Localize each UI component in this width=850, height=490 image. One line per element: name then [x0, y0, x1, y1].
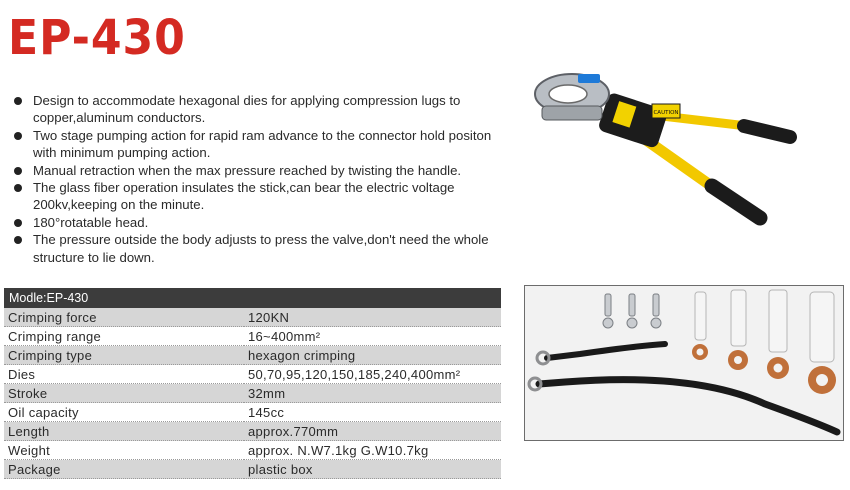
feature-text: The glass fiber operation insulates the stick,can bear the electric voltage 200kv,keeping on the minute. — [33, 180, 455, 213]
spec-value: plastic box — [244, 460, 501, 479]
feature-item — [14, 127, 494, 162]
product-title: EP-430 — [8, 10, 186, 66]
table-row — [4, 327, 501, 346]
spec-value: 32mm — [244, 384, 501, 403]
table-row — [4, 384, 501, 403]
feature-list — [14, 92, 494, 266]
crimping-tool-image — [522, 60, 822, 260]
spec-key: Weight — [4, 441, 244, 460]
bullet-icon — [14, 219, 22, 227]
spec-key: Oil capacity — [4, 403, 244, 422]
table-row — [4, 460, 501, 479]
table-row — [4, 365, 501, 384]
short-cable — [547, 344, 665, 358]
table-row — [4, 422, 501, 441]
bullet-icon — [14, 97, 22, 105]
spec-value: approx. N.W7.1kg G.W10.7kg — [244, 441, 501, 460]
table-row — [4, 403, 501, 422]
spec-key: Package — [4, 460, 244, 479]
bullet-icon — [14, 236, 22, 244]
feature-item — [14, 231, 494, 266]
spec-value: 120KN — [244, 308, 501, 327]
spec-key: Crimping range — [4, 327, 244, 346]
feature-text: Manual retraction when the max pressure reached by twisting the handle. — [33, 162, 462, 178]
spec-key: Crimping force — [4, 308, 244, 327]
feature-item — [14, 92, 494, 127]
copper-lug-icon — [692, 290, 836, 394]
feature-text: The pressure outside the body adjusts to press the valve,don't need the whole structure to lie down. — [33, 232, 489, 265]
feature-text: Two stage pumping action for rapid ram advance to the connector hold positon with minimum pumping action. — [33, 127, 492, 161]
spec-value: approx.770mm — [244, 422, 501, 441]
spec-table — [4, 288, 501, 479]
spec-key: Dies — [4, 365, 244, 384]
feature-text: Design to accommodate hexagonal dies for applying compression lugs to copper,aluminum conductors. — [33, 93, 461, 126]
table-row — [4, 346, 501, 365]
caution-label: CAUTION — [653, 110, 679, 116]
feature-text: 180°rotatable head. — [33, 214, 149, 230]
accessory-photo — [524, 285, 844, 441]
spec-header-row — [4, 288, 501, 308]
spec-header: Modle:EP-430 — [4, 288, 501, 308]
pin-terminal-icon — [603, 294, 661, 328]
bullet-icon — [14, 184, 22, 192]
spec-value: hexagon crimping — [244, 346, 501, 365]
table-row — [4, 308, 501, 327]
spec-key: Length — [4, 422, 244, 441]
feature-item — [14, 162, 494, 179]
spec-key: Stroke — [4, 384, 244, 403]
long-cable — [539, 380, 837, 432]
bullet-icon — [14, 132, 22, 140]
spec-value: 50,70,95,120,150,185,240,400mm² — [244, 365, 501, 384]
cable-lugs-illustration — [525, 286, 843, 440]
feature-item — [14, 214, 494, 231]
table-row — [4, 441, 501, 460]
spec-value: 145cc — [244, 403, 501, 422]
bullet-icon — [14, 167, 22, 175]
spec-value: 16~400mm² — [244, 327, 501, 346]
spec-key: Crimping type — [4, 346, 244, 365]
feature-item — [14, 179, 494, 214]
